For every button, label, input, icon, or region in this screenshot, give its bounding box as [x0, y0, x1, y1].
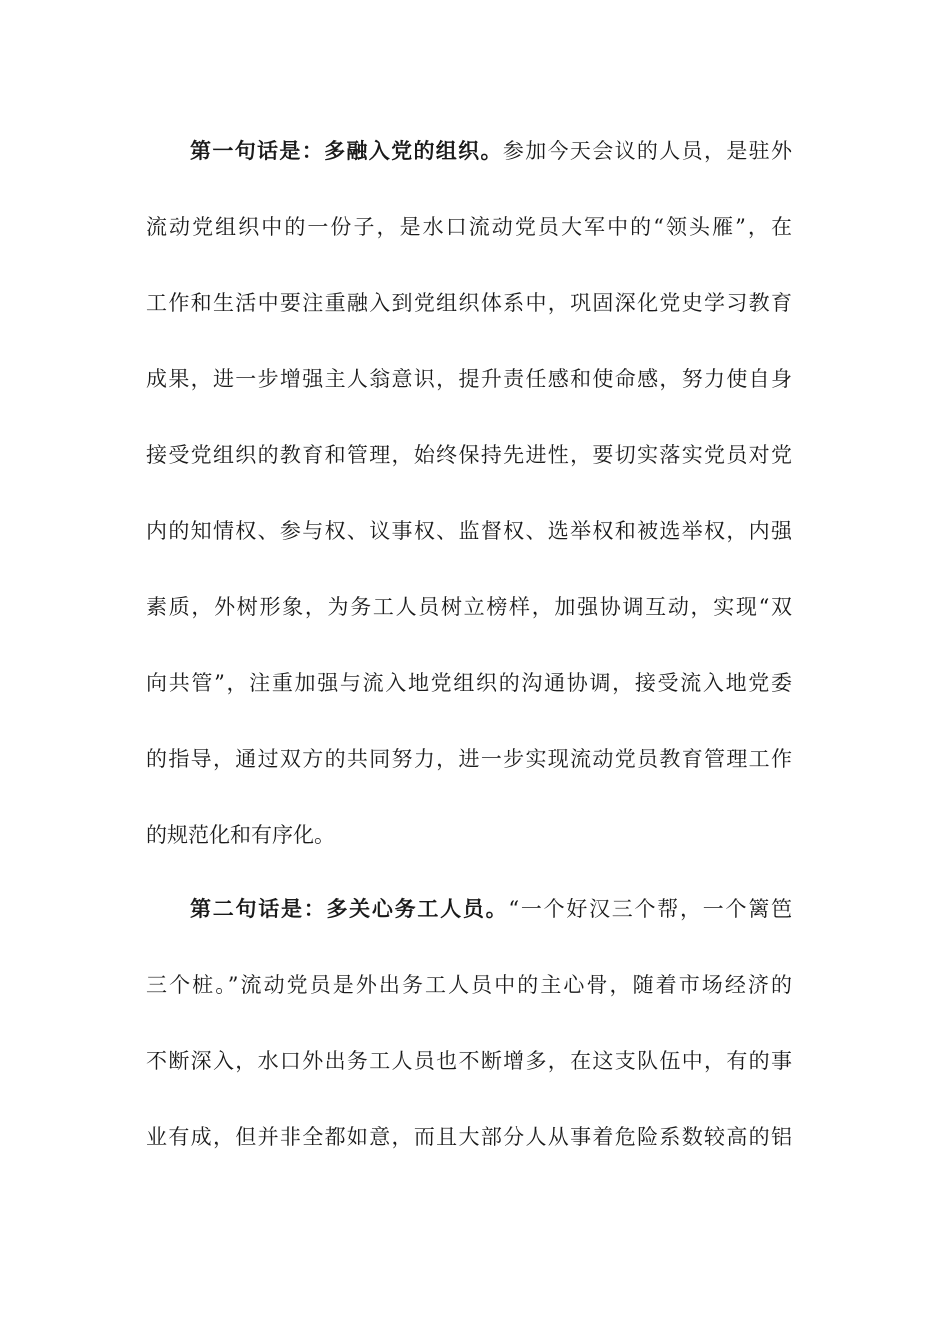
paragraph-line: 三个桩。”流动党员是外出务工人员中的主心骨，随着市场经济的	[146, 973, 792, 997]
paragraph-2	[146, 895, 792, 1199]
paragraph-text: 参加今天会议的人员，是驻外	[502, 139, 793, 163]
paragraph-text: “一个好汉三个帮，一个篱笆	[508, 897, 792, 921]
paragraph-line: 流动党组织中的一份子，是水口流动党员大军中的“领头雁”，在	[146, 215, 792, 239]
paragraph-line: 素质，外树形象，为务工人员树立榜样，加强协调互动，实现“双	[146, 595, 792, 619]
paragraph-lead: 第一句话是：多融入党的组织。	[190, 138, 503, 163]
paragraph-line: 业有成，但并非全都如意，而且大部分人从事着危险系数较高的铝	[146, 1125, 792, 1149]
paragraph-line	[146, 137, 792, 213]
paragraph-line: 向共管”，注重加强与流入地党组织的沟通协调，接受流入地党委	[146, 671, 792, 695]
paragraph-line: 的指导，通过双方的共同努力，进一步实现流动党员教育管理工作	[146, 747, 792, 771]
paragraph-line: 工作和生活中要注重融入到党组织体系中，巩固深化党史学习教育	[146, 291, 792, 315]
paragraph-line: 成果，进一步增强主人翁意识，提升责任感和使命感，努力使自身	[146, 367, 792, 391]
paragraph-line: 接受党组织的教育和管理，始终保持先进性，要切实落实党员对党	[146, 443, 792, 467]
paragraph-line	[146, 895, 792, 971]
paragraph-line: 不断深入，水口外出务工人员也不断增多，在这支队伍中，有的事	[146, 1049, 792, 1073]
paragraph-lead: 第二句话是：多关心务工人员。	[190, 896, 509, 921]
paragraph-1	[146, 137, 792, 897]
paragraph-line: 的规范化和有序化。	[146, 823, 335, 847]
paragraph-line: 内的知情权、参与权、议事权、监督权、选举权和被选举权，内强	[146, 519, 792, 543]
